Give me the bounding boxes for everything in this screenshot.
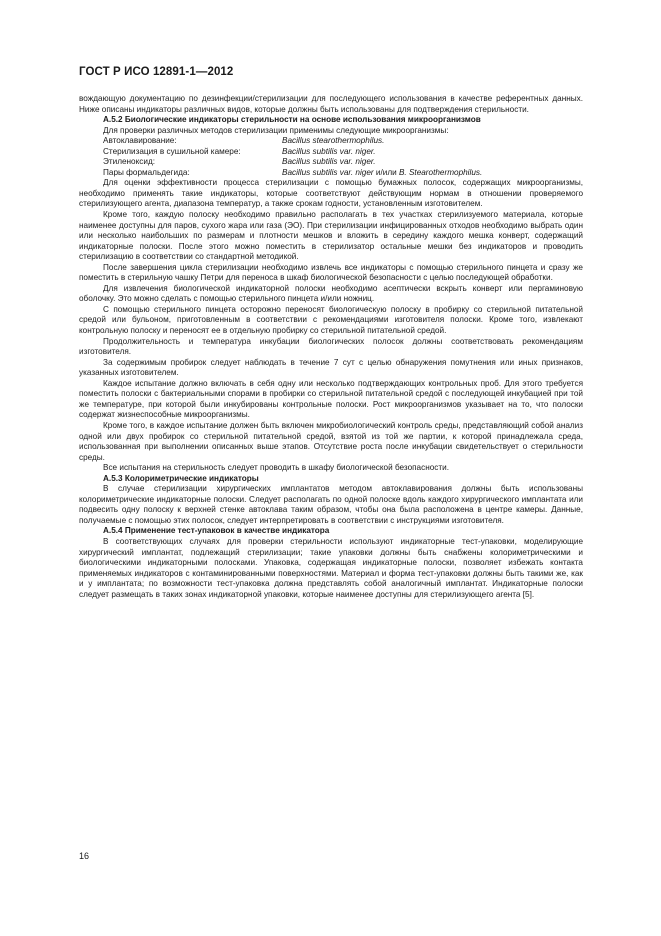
- organism-name: Bacillus subtilis var. niger: [282, 167, 374, 177]
- intro-paragraph: вождающую документацию по дезинфекции/стерилизации для последующего использования в качестве референтных данных. Ниже описаны индикаторы различных видов, которые должны быть использованы для подтверждения стерильности.: [79, 94, 583, 114]
- a52-paragraph: С помощью стерильного пинцета осторожно переносят биологическую полоску в пробирку со стерильной питательной средой или бульоном, приготовленным в соответствии с рекомендациями изготовителя полоски. Кроме того, извлекают контрольную полоску и переносят ее в отдельную пробирку со стерильной питательной средой.: [79, 304, 583, 336]
- table-row: [79, 168, 482, 179]
- a52-paragraph: Кроме того, в каждое испытание должен быть включен микробиологический контроль среды, представляющий собой анализ одной или двух пробирок со стерильной питательной средой, взятой из той же партии, к которой принадлежала среда, использованная при выполнении описанных выше этапов. Отсутствие роста после инкубации свидетельствует о стерильности среды.: [79, 420, 583, 462]
- table-row: [79, 136, 482, 147]
- organism-conjunction: и/или: [373, 167, 399, 177]
- a52-paragraph: Продолжительность и температура инкубации биологических полосок должны соответствовать рекомендациям изготовителя.: [79, 336, 583, 357]
- a52-paragraph: Для извлечения биологической индикаторной полоски необходимо асептически вскрыть конверт или пергаминовую оболочку. Это можно сделать с помощью стерильного пинцета и/или ножниц.: [79, 283, 583, 304]
- a52-paragraph: Для оценки эффективности процесса стерилизации с помощью бумажных полосок, содержащих микроорганизмы, необходимо применять такие индикаторы, которые соответствуют действующим нормам в отношении проверяемого стерилизующего агента, диапазона температур, а также срокам годности, установленным изготовителем.: [79, 178, 583, 209]
- method-cell: Автоклавирование:: [103, 136, 177, 146]
- a53-paragraph: В случае стерилизации хирургических имплантатов методом автоклавирования должны быть использованы колориметрические индикаторные полоски. Следует располагать по одной полоске вдоль каждого хирургического имплантата или подвесить одну полоску к верхней стенке автоклава таким образом, чтобы она была расположена в центре камеры. Данные, получаемые с помощью этих полосок, следует интерпретировать в соответствии с инструкциями изготовителя.: [79, 484, 583, 525]
- a54-paragraph: В соответствующих случаях для проверки стерильности используют индикаторные тест-упаковки, моделирующие хирургический имплантат, подлежащий стерилизации; такие упаковки должны быть снабжены колориметрическими и биологическими индикаторными полосками. Упаковка, содержащая индикаторные полоски, позволяет избежать контакта применяемых индикаторов с контаминированными поверхностями. Материал и форма тест-упаковки должны быть такими же, как и у имплантата; по возможности тест-упаковка должна представлять собой аналогичный имплантат. Индикаторные полоски следует размещать в таких зонах индикаторной упаковки, которые наименее доступны для стерилизующего агента [5].: [79, 536, 583, 599]
- a52-paragraph: После завершения цикла стерилизации необходимо извлечь все индикаторы с помощью стерильного пинцета и сразу же поместить в стерильную чашку Петри для переноса в шкаф биологической безопасности с целью последующей обработки.: [79, 262, 583, 283]
- section-heading-a52: А.5.2 Биологические индикаторы стерильности на основе использования микроорганизмов: [103, 115, 481, 125]
- a52-paragraph: Кроме того, каждую полоску необходимо правильно располагать в тех участках стерилизуемого материала, которые наименее доступны для паров, сухого жара или газа (ЭО). При стерилизации инфицированных отходов необходимо выбрать один или несколько наибольших по размерам и плотности мешков и вложить в середину каждого мешка конверт, содержащий индикаторные полоски. После этого можно поместить в стерилизатор остальные мешки без индикаторов и проводить стерилизацию в соответствии со стандартной методикой.: [79, 210, 583, 262]
- section-heading-a53: А.5.3 Колориметрические индикаторы: [103, 473, 259, 483]
- organism-cell: Bacillus stearothermophilus.: [282, 136, 385, 146]
- organism-cell: Bacillus subtilis var. niger.: [282, 157, 376, 167]
- a52-paragraph: За содержимым пробирок следует наблюдать в течение 7 сут с целью обнаружения помутнения или иных признаков, указанных изготовителем.: [79, 357, 583, 378]
- section-heading-a54: А.5.4 Применение тест-упаковок в качестве индикатора: [103, 526, 330, 536]
- microorganism-table: [79, 136, 482, 178]
- method-cell: Этиленоксид:: [103, 157, 156, 167]
- method-cell: Пары формальдегида:: [103, 167, 190, 177]
- table-row: [79, 157, 482, 168]
- a52-paragraph: Все испытания на стерильность следует проводить в шкафу биологической безопасности.: [103, 463, 449, 473]
- document-body: [79, 94, 583, 600]
- organism-cell: Bacillus subtilis var. niger.: [282, 146, 376, 156]
- method-cell: Стерилизация в сушильной камере:: [103, 146, 241, 156]
- organism-cell: [282, 168, 482, 179]
- a52-paragraph: Каждое испытание должно включать в себя одну или несколько подтверждающих контрольных проб. Для этого требуется поместить полоски с бактериальными спорами в пробирки со стерильной питательной средой с последующей инкубацией при той же температуре, при которой были инкубированы контрольные полоски. Рост микроорганизмов указывает на то, что полоски содержат жизнеспособные микроорганизмы.: [79, 378, 583, 420]
- page-number: 16: [79, 851, 90, 861]
- organism-name: B. Stearothermophilus.: [398, 167, 483, 177]
- standard-title: ГОСТ Р ИСО 12891-1—2012: [79, 66, 234, 78]
- table-row: [79, 147, 482, 158]
- a52-lead: Для проверки различных методов стерилизации применимы следующие микроорганизмы:: [103, 125, 449, 135]
